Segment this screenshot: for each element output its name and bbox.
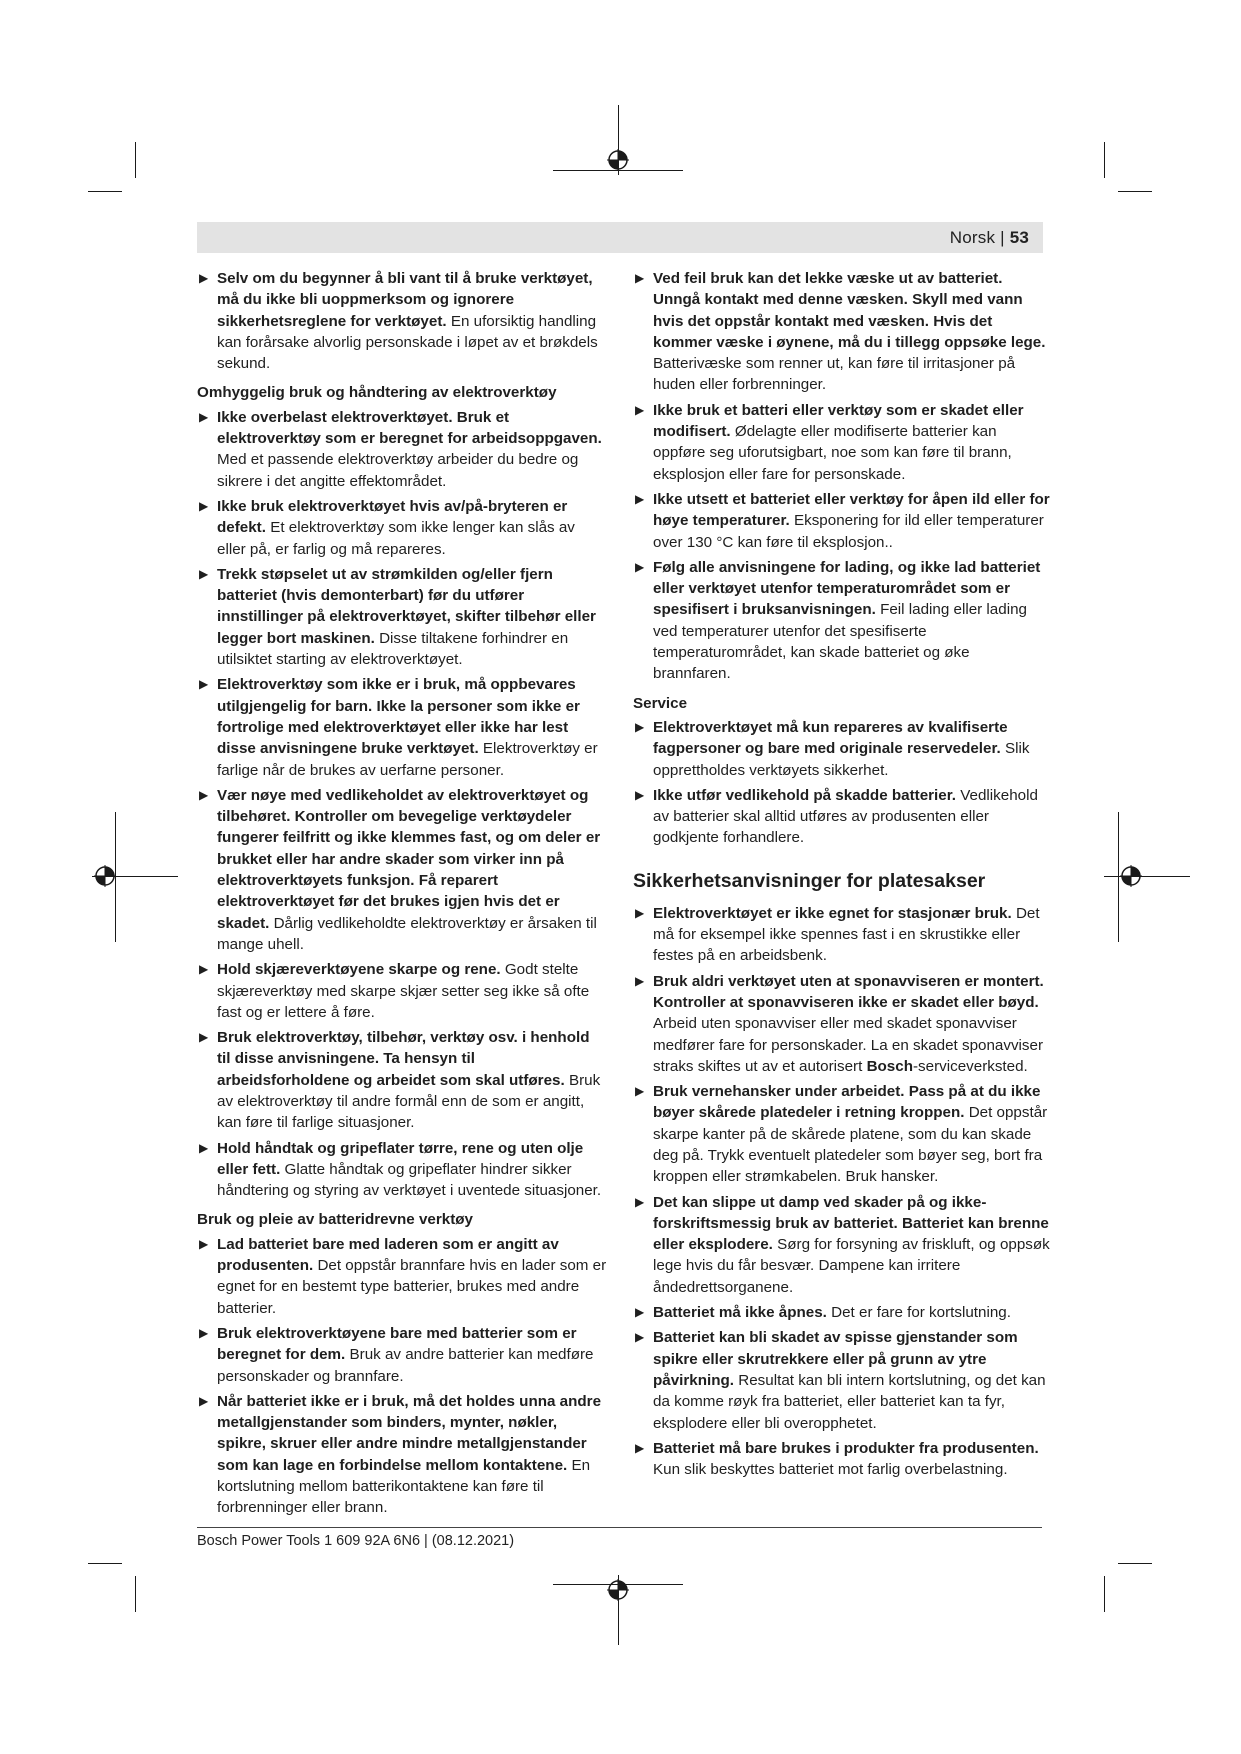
list-item (633, 1081, 1051, 1187)
list-item (633, 903, 1051, 967)
item-text: Eksponering for ild eller temperaturer over 130 °C kan føre til eksplosjon.. (653, 512, 1044, 551)
item-bold: Ved feil bruk kan det lekke væske ut av batteriet. Unngå kontakt med denne væsken. Skyll med vann hvis det oppstår kontakt med væsken. Hvis det kommer væske i øynene, må du i tillegg oppsøke lege. (653, 270, 1046, 351)
item-bold: Ikke overbelast elektroverktøyet. Bruk et elektroverktøy som er beregnet for arbeidsoppgaven. (217, 408, 602, 448)
item-text: Et elektroverktøy som ikke lenger kan slås av eller på, er farlig og må repareres. (217, 519, 575, 558)
list-item (197, 268, 607, 374)
registration-line (1118, 812, 1119, 942)
item-text: Kun slik beskyttes batteriet mot farlig overbelastning. (653, 1461, 1008, 1479)
page-number: 53 (1009, 228, 1029, 247)
list-item (197, 959, 607, 1023)
left-column (197, 268, 607, 1523)
list-item (197, 1027, 607, 1133)
item-text: Med et passende elektroverktøy arbeider du bedre og sikrere i det angitte effektområdet. (217, 451, 579, 490)
bullet-arrow-icon: ▶ (635, 1440, 645, 1455)
item-bold: Selv om du begynner å bli vant til å bruke verktøyet, må du ikke bli uoppmerksom og ignorere sikkerhetsreglene for verktøyet. (217, 270, 593, 330)
registration-target-icon (1120, 865, 1142, 887)
item-text: Bruk av elektroverktøy til andre formål enn de som er angitt, kan føre til farlige situasjoner. (217, 1071, 601, 1132)
list-item (633, 1302, 1051, 1323)
section-heading: Bruk og pleie av batteridrevne verktøy (197, 1211, 474, 1229)
item-text: -serviceverksted. (912, 1057, 1028, 1075)
item-text: Godt stelte skjæreverktøy med skarpe skjær setter seg ikke så ofte fast og er lettere å føre. (217, 961, 590, 1021)
list-item (197, 1234, 607, 1319)
list-item (633, 489, 1051, 553)
crop-mark (88, 191, 122, 192)
crop-mark (135, 1576, 136, 1612)
item-text: Resultat kan bli intern kortslutning, og det kan da komme røyk fra batteriet, eller batteriet kan ta fyr, eksplodere eller bli overopphetet. (653, 1371, 1046, 1432)
item-text: Det oppstår skarpe kanter på de skårede platene, som du kan skade deg på. Trykk eventuelt platedeler som bøyer seg, bort fra kroppen eller strømkabelen. Bruk hansker. (653, 1104, 1048, 1186)
list-item (633, 1192, 1051, 1298)
item-bold: Batteriet kan bli skadet av spisse gjenstander som spikre eller skrutrekkere eller på grunn av ytre påvirkning. (653, 1329, 1018, 1389)
list-item (197, 674, 607, 780)
crop-mark (88, 1563, 122, 1564)
section-heading: Service (633, 694, 688, 712)
bullet-arrow-icon: ▶ (635, 559, 645, 574)
item-bold: Trekk støpselet ut av strømkilden og/eller fjern batteriet (hvis demonterbart) før du utfører innstillinger på elektroverktøyet, skifter tilbehør eller legger bort maskinen. (217, 565, 596, 647)
bullet-arrow-icon: ▶ (199, 1325, 209, 1340)
list-item (633, 971, 1051, 1077)
bullet-arrow-icon: ▶ (635, 719, 645, 734)
right-column (633, 268, 1051, 1484)
list-item (633, 1327, 1051, 1433)
item-text: Glatte håndtak og gripeflater hindrer sikker håndtering og styring av verktøyet i uventede situasjoner. (217, 1160, 602, 1200)
registration-target-icon (607, 1579, 629, 1601)
item-bold: Bruk aldri verktøyet uten at sponavviseren er montert. Kontroller at sponavviseren ikke er skadet eller bøyd. (653, 972, 1044, 1011)
item-text: Det oppstår brannfare hvis en lader som er egnet for en bestemt type batterier, brukes med andre batterier. (217, 1257, 607, 1317)
list-item (197, 1138, 607, 1202)
bullet-arrow-icon: ▶ (199, 677, 209, 692)
item-text: En kortslutning mellom batterikontaktene kan føre til forbrenninger eller brann. (217, 1456, 591, 1517)
item-bold: Batteriet må bare brukes i produkter fra produsenten. (653, 1439, 1039, 1457)
footer-rule (197, 1527, 1042, 1528)
item-text: Feil lading eller lading ved temperaturer utenfor det spesifiserte temperaturområdet, kan skade batteriet og øke brannfaren. (653, 601, 1027, 683)
item-text: Elektroverktøy er farlige når de brukes av uerfarne personer. (217, 740, 598, 779)
item-bold: Hold håndtak og gripeflater tørre, rene og uten olje eller fett. (217, 1139, 584, 1178)
list-item (633, 268, 1051, 396)
bullet-arrow-icon: ▶ (635, 1330, 645, 1345)
list-item (197, 785, 607, 955)
list-item (197, 1323, 607, 1387)
item-bold: Elektroverktøy som ikke er i bruk, må oppbevares utilgjengelig for barn. Ikke la personer som ikke er fortrolige med elektroverktøyet eller ikke har lest disse anvisningene bruke verktøyet. (217, 676, 580, 758)
bullet-arrow-icon: ▶ (635, 1305, 645, 1320)
crop-mark (1104, 1576, 1105, 1612)
item-bold: Når batteriet ikke er i bruk, må det holdes unna andre metallgjenstander som binders, mynter, nøkler, spikre, skruer eller andre mindre metallgjenstander som kan lage en forbindelse mellom kontaktene. (217, 1392, 602, 1474)
list-item (633, 785, 1051, 849)
list-item (197, 407, 607, 492)
bullet-arrow-icon: ▶ (199, 1393, 209, 1408)
list-item (633, 1438, 1051, 1481)
header-separator: | (1000, 228, 1005, 247)
item-bold: Bruk elektroverktøyene bare med batterier som er beregnet for dem. (217, 1324, 577, 1364)
item-bold: Ikke bruk et batteri eller verktøy som er skadet eller modifisert. (653, 401, 1024, 441)
item-text: Disse tiltakene forhindrer en utilsiktet starting av elektroverktøyet. (217, 629, 569, 669)
item-bold: Batteriet må ikke åpnes. (653, 1304, 827, 1322)
item-bold: Det kan slippe ut damp ved skader på og ikke-forskriftsmessig bruk av batteriet. Batteriet kan brenne eller eksplodere. (653, 1193, 1049, 1254)
item-bold: Bruk vernehansker under arbeidet. Pass på at du ikke bøyer skårede platedeler i retning kroppen. (653, 1083, 1041, 1122)
bullet-arrow-icon: ▶ (635, 1084, 645, 1099)
list-item (197, 564, 607, 670)
item-bold: Ikke utsett et batteriet eller verktøy for åpen ild eller for høye temperaturer. (653, 490, 1050, 530)
section-title: Sikkerhetsanvisninger for platesakser (633, 869, 986, 892)
item-text: Dårlig vedlikeholdte elektroverktøy er årsaken til mange uhell. (217, 914, 597, 953)
section-heading: Omhyggelig bruk og håndtering av elektroverktøy (197, 384, 557, 402)
item-text: Slik opprettholdes verktøyets sikkerhet. (653, 740, 1030, 779)
bullet-arrow-icon: ▶ (199, 787, 209, 802)
page-footer: Bosch Power Tools 1 609 92A 6N6 | (08.12.2021) (197, 1533, 515, 1549)
item-bold: Elektroverktøyet må kun repareres av kvalifiserte fagpersoner og bare med originale reservedeler. (653, 718, 1008, 758)
item-text: En uforsiktig handling kan forårsake alvorlig personskade i løpet av et brøkdels sekund. (217, 312, 598, 373)
registration-target-icon (607, 149, 629, 171)
crop-mark (1104, 142, 1105, 178)
bullet-arrow-icon: ▶ (635, 491, 645, 506)
bullet-arrow-icon: ▶ (635, 973, 645, 988)
item-bold: Ikke bruk elektroverktøyet hvis av/på-bryteren er defekt. (217, 497, 568, 537)
item-text: Det må for eksempel ikke spennes fast i en skrustikke eller festes på en arbeidsbenk. (653, 904, 1040, 965)
item-bold: Hold skjæreverktøyene skarpe og rene. (217, 961, 501, 979)
item-bold: Vær nøye med vedlikeholdet av elektroverktøyet og tilbehøret. Kontroller om bevegelige verktøydeler fungerer feilfritt og ikke klemmes fast, og om deler er brukket eller har andre skader som virker inn på elektroverktøyets funksjon. Få reparert elektroverktøyet før det brukes igjen hvis det er skadet. (217, 786, 601, 932)
bullet-arrow-icon: ▶ (635, 787, 645, 802)
bullet-arrow-icon: ▶ (635, 1194, 645, 1209)
item-bold: Bruk elektroverktøy, tilbehør, verktøy osv. i henhold til disse anvisningene. Ta hensyn til arbeidsforholdene og arbeidet som skal utføres. (217, 1029, 590, 1089)
item-text: Vedlikehold av batterier skal alltid utføres av produsenten eller godkjente forhandlere. (653, 786, 1038, 847)
bullet-arrow-icon: ▶ (199, 962, 209, 977)
crop-mark (1118, 1563, 1152, 1564)
bullet-arrow-icon: ▶ (199, 1236, 209, 1251)
brand-name: Bosch (866, 1057, 913, 1075)
bullet-arrow-icon: ▶ (199, 271, 209, 285)
item-text: Bruk av andre batterier kan medføre personskader og brannfare. (217, 1346, 594, 1385)
item-bold: Følg alle anvisningene for lading, og ikke lad batteriet eller verktøyet utenfor temperaturområdet som er spesifisert i bruksanvisningen. (653, 558, 1041, 619)
bullet-arrow-icon: ▶ (199, 1140, 209, 1155)
list-item (197, 1391, 607, 1519)
registration-target-icon (94, 865, 116, 887)
item-text: Det er fare for kortslutning. (831, 1304, 1011, 1322)
bullet-arrow-icon: ▶ (199, 566, 209, 581)
header-section: Norsk (949, 228, 996, 247)
registration-line (1104, 876, 1190, 877)
item-text: Sørg for forsyning av friskluft, og oppsøk lege hvis du får besvær. Dampene kan irritere åndedrettsorganene. (653, 1236, 1050, 1296)
list-item (633, 717, 1051, 781)
bullet-arrow-icon: ▶ (199, 1030, 209, 1045)
page-number-label (950, 228, 1029, 248)
bullet-arrow-icon: ▶ (199, 498, 209, 513)
list-item (197, 496, 607, 560)
list-item (633, 557, 1051, 685)
bullet-arrow-icon: ▶ (635, 271, 645, 285)
item-text: Ødelagte eller modifiserte batterier kan oppføre seg uforutsigbart, noe som kan føre til brann, eksplosjon eller fare for personskade. (653, 423, 1012, 483)
crop-mark (135, 142, 136, 178)
crop-mark (1118, 191, 1152, 192)
bullet-arrow-icon: ▶ (199, 409, 209, 424)
item-bold: Lad batteriet bare med laderen som er angitt av produsenten. (217, 1235, 559, 1275)
bullet-arrow-icon: ▶ (635, 905, 645, 920)
page-header (197, 222, 1043, 253)
item-text: Arbeid uten sponavviser eller med skadet sponavviser medfører fare for personskader. La en skadet sponavviser straks skiftes ut av et autorisert (653, 1015, 1044, 1075)
item-bold: Ikke utfør vedlikehold på skadde batterier. (653, 786, 957, 804)
item-text: Batterivæske som renner ut, kan føre til irritasjoner på huden eller forbrenninger. (653, 355, 1016, 394)
list-item (633, 400, 1051, 485)
bullet-arrow-icon: ▶ (635, 402, 645, 417)
item-bold: Elektroverktøyet er ikke egnet for stasjonær bruk. (653, 904, 1012, 922)
